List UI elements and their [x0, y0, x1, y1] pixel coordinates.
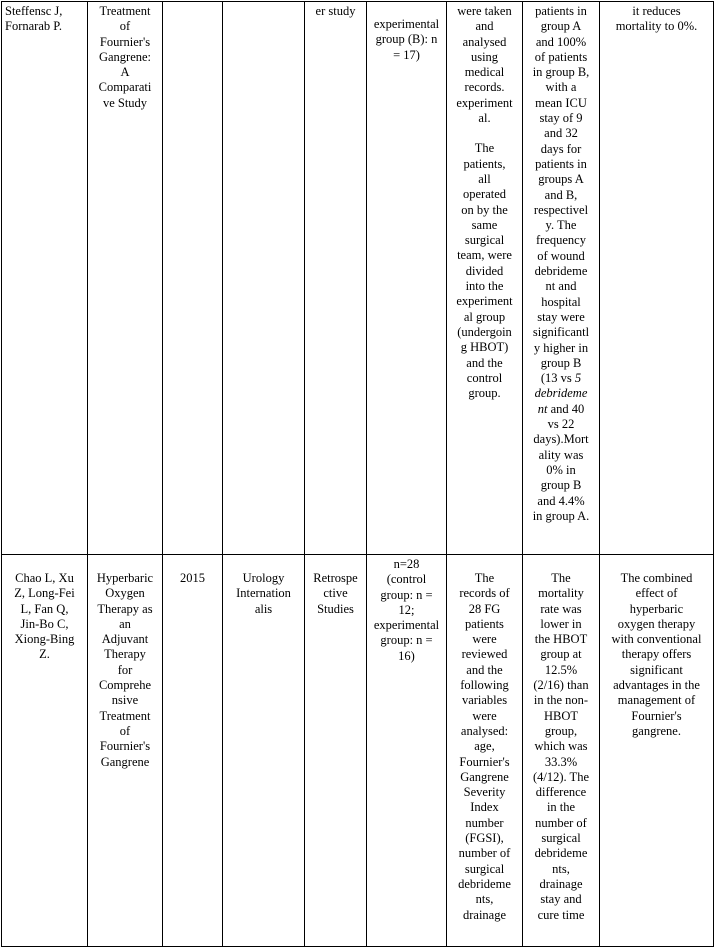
design-cell: er study — [305, 2, 367, 555]
design-cell: Retrospe ctive Studies — [305, 555, 367, 947]
sample-cell: n=28 (control group: n = 12; experimental group: n = 16) — [367, 555, 447, 947]
results-text: patients in group A and 100% of patients in group B, with a mean ICU stay of 9 and 32 days for patients in groups A and B, respectivel y. The frequency of wound debrideme nt and hospital stay were significantl y higher in group B (13 vs — [532, 4, 590, 386]
table-row — [2, 2, 714, 555]
methods-paragraph: were taken and analysed using medical records. experiment al. — [456, 4, 513, 126]
journal-cell: Urology Internation alis — [223, 555, 305, 947]
methods-cell — [447, 2, 523, 555]
conclusion-cell: it reduces mortality to 0%. — [600, 2, 714, 555]
authors-cell: Chao L, Xu Z, Long-Fei L, Fan Q, Jin-Bo C, Xiong-Bing Z. — [2, 555, 88, 947]
conclusion-cell: The combined effect of hyperbaric oxygen therapy with conventional therapy offers significant advantages in the management of Fournier's gangrene. — [600, 555, 714, 947]
journal-cell — [223, 2, 305, 555]
authors-cell: Steffensc J, Fornarab P. — [2, 2, 88, 555]
table-row — [2, 555, 714, 947]
year-cell — [163, 2, 223, 555]
methods-paragraph: The patients, all operated on by the same surgical team, were divided into the experiment al group (undergoin g HBOT) and the control group. — [456, 141, 513, 401]
title-cell: Hyperbaric Oxygen Therapy as an Adjuvant Therapy for Comprehe nsive Treatment of Fournier's Gangrene — [88, 555, 163, 947]
results-cell — [523, 2, 600, 555]
title-cell: Treatment of Fournier's Gangrene: A Comparati ve Study — [88, 2, 163, 555]
results-cell: The mortality rate was lower in the HBOT group at 12.5% (2/16) than in the non- HBOT group, which was 33.3% (4/12). The difference in the number of surgical debrideme nts, drainage stay and cure time — [523, 555, 600, 947]
year-cell: 2015 — [163, 555, 223, 947]
studies-table — [1, 1, 714, 947]
results-text: and 40 vs 22 days).Mort ality was 0% in group B and 4.4% in group A. — [532, 401, 590, 523]
methods-cell: The records of 28 FG patients were reviewed and the following variables were analysed: age, Fournier's Gangrene Severity Index number (FGSI), number of surgical debrideme nts, drainage — [447, 555, 523, 947]
sample-cell: experimental group (B): n = 17) — [367, 2, 447, 555]
results-italic-text: 5 debrideme nt — [534, 371, 588, 416]
